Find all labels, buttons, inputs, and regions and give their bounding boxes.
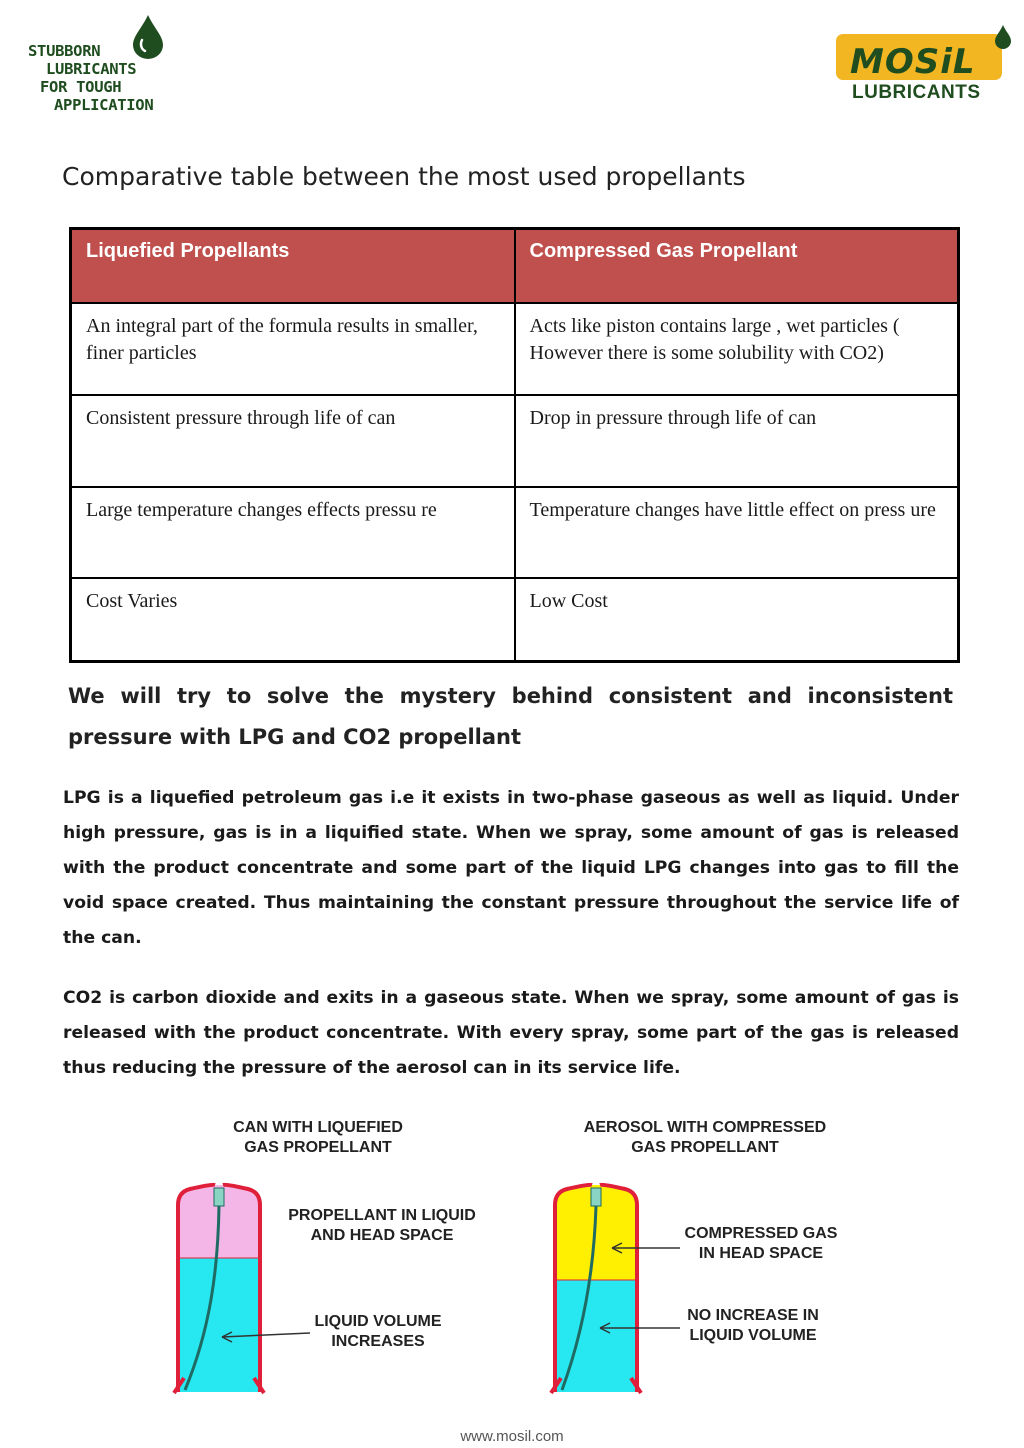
- table-row: [71, 395, 959, 487]
- left-label-top: [282, 1206, 482, 1246]
- right-label-top: [678, 1224, 844, 1264]
- left-title-line-2: GAS PROPELLANT: [244, 1139, 392, 1156]
- left-label-top-line-1: PROPELLANT IN LIQUID: [288, 1207, 476, 1224]
- column-header: Compressed Gas Propellant: [515, 229, 959, 304]
- column-header: Liquefied Propellants: [71, 229, 515, 304]
- table-cell: Acts like piston contains large , wet particles ( However there is some solubility with CO2): [515, 303, 959, 395]
- table-cell: Cost Varies: [71, 578, 515, 662]
- table-cell: Drop in pressure through life of can: [515, 395, 959, 487]
- compressed-can: [551, 1185, 680, 1393]
- oil-drop-icon: [994, 24, 1012, 50]
- right-label-top-line-2: IN HEAD SPACE: [698, 1245, 824, 1262]
- left-label-bottom: [298, 1312, 458, 1352]
- left-label-bottom-line-2: INCREASES: [331, 1333, 425, 1350]
- co2-paragraph: CO2 is carbon dioxide and exits in a gaseous state. When we spray, some amount of gas is released with the product concentrate. With every spray, some part of the gas is released thus reducing the pressure of the aerosol can in its service life.: [63, 988, 959, 1078]
- brand-subtitle: LUBRICANTS: [852, 82, 981, 103]
- tagline-line-1: STUBBORN: [28, 42, 101, 60]
- tagline-line-4: APPLICATION: [54, 96, 154, 114]
- brand-name: MOSiL: [850, 42, 976, 82]
- mystery-heading: We will try to solve the mystery behind consistent and inconsistent pressure with LPG and CO2 propellant: [68, 684, 953, 749]
- table-cell: Low Cost: [515, 578, 959, 662]
- table-row: [71, 303, 959, 395]
- left-label-bottom-line-1: LIQUID VOLUME: [314, 1313, 442, 1330]
- tagline-line-2: LUBRICANTS: [46, 60, 137, 78]
- table-cell: Consistent pressure through life of can: [71, 395, 515, 487]
- brand-logo: [832, 24, 1018, 110]
- right-label-bottom-line-1: NO INCREASE IN: [687, 1307, 819, 1324]
- table-row: [71, 578, 959, 662]
- table-row: [71, 487, 959, 578]
- table-cell: Large temperature changes effects pressu re: [71, 487, 515, 578]
- propellant-diagram: [160, 1110, 860, 1410]
- tagline-logo: [28, 14, 188, 118]
- comparison-table: [69, 227, 960, 663]
- lpg-paragraph: LPG is a liquefied petroleum gas i.e it exists in two-phase gaseous as well as liquid. Under high pressure, gas is in a liquified state. When we spray, some amount of gas is released with the product concentrate and some part of the liquid LPG changes into gas to fill the void space created. Thus maintaining the constant pressure throughout the service life of the can.: [63, 788, 959, 948]
- left-title-line-1: CAN WITH LIQUEFIED: [233, 1119, 403, 1136]
- right-label-bottom: [678, 1306, 828, 1346]
- section-title: Comparative table between the most used propellants: [62, 162, 746, 191]
- right-title-line-2: GAS PROPELLANT: [631, 1139, 779, 1156]
- right-title-line-1: AEROSOL WITH COMPRESSED: [583, 1119, 827, 1136]
- left-label-top-line-2: AND HEAD SPACE: [310, 1227, 454, 1244]
- table-header-row: [71, 229, 959, 304]
- brand-badge: [836, 34, 1002, 80]
- right-label-top-line-1: COMPRESSED GAS: [684, 1225, 838, 1242]
- footer-url: www.mosil.com: [460, 1428, 564, 1445]
- table-cell: Temperature changes have little effect on press ure: [515, 487, 959, 578]
- right-label-bottom-line-2: LIQUID VOLUME: [689, 1327, 817, 1344]
- table-cell: An integral part of the formula results in smaller, finer particles: [71, 303, 515, 395]
- oil-drop-icon: [131, 14, 165, 60]
- tagline-line-3: FOR TOUGH: [40, 78, 122, 96]
